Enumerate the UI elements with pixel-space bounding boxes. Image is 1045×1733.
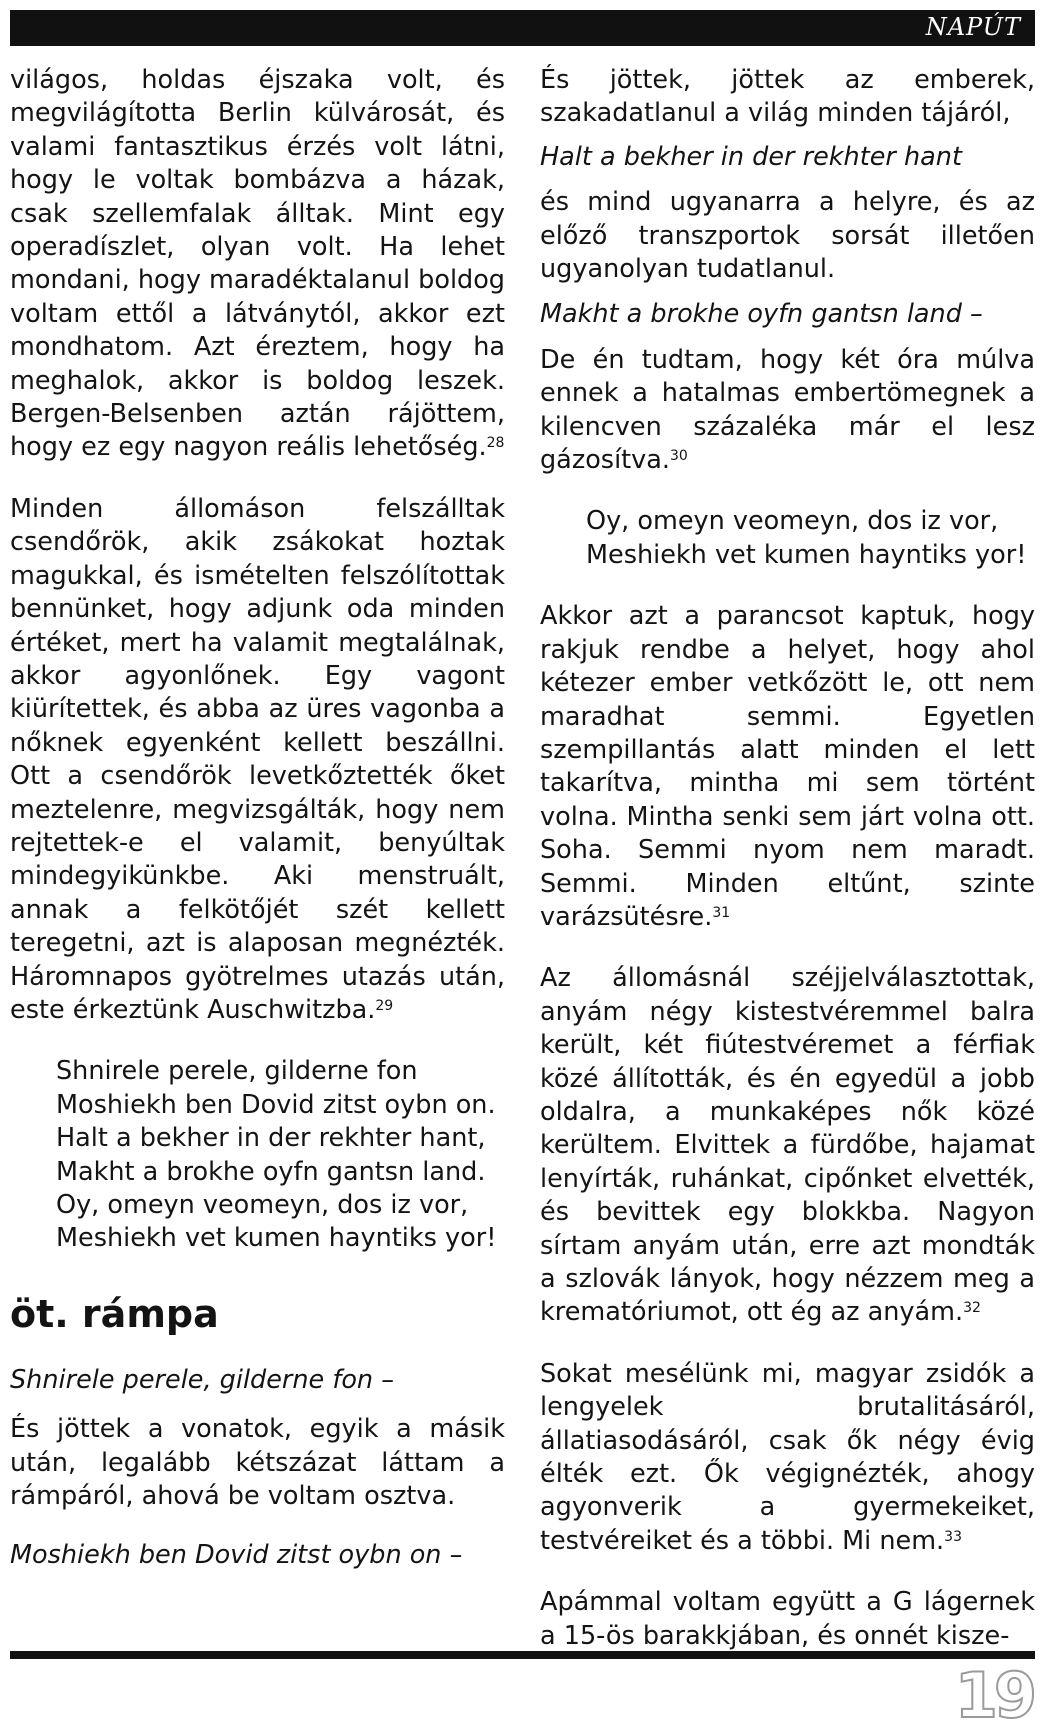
poem-line: Makht a brokhe oyfn gantsn land. — [56, 1156, 486, 1187]
paragraph — [540, 600, 1035, 934]
section-heading: öt. rámpa — [10, 1291, 219, 1336]
poem-line: Shnirele perele, gilderne fon — [56, 1056, 418, 1087]
page-number: 19 — [954, 1659, 1033, 1732]
paragraph — [540, 1358, 1035, 1558]
paragraph-text: De én tudtam, hogy két óra múlva ennek a hatalmas embertömegnek a kilencven százaléka már el lesz gázosítva. — [540, 344, 1035, 476]
footnote-ref: 28 — [486, 435, 505, 452]
footer-bar — [10, 1651, 1035, 1659]
footnote-ref: 32 — [963, 1300, 981, 1317]
poem-line: Moshiekh ben Dovid zitst oybn on. — [56, 1089, 496, 1120]
paragraph: Apámmal voltam együtt a G lágernek a 15-ös barakkjában, és onnét kisze- — [540, 1587, 1035, 1651]
italic-quote: Moshiekh ben Dovid zitst oybn on – — [10, 1540, 463, 1571]
poem-line: Halt a bekher in der rekhter hant, — [56, 1123, 486, 1154]
poem-line: Oy, omeyn veomeyn, dos iz vor, — [586, 506, 999, 537]
paragraph — [540, 962, 1035, 1329]
poem-line: Meshiekh vet kumen hayntiks yor! — [586, 539, 1027, 570]
italic-quote: Shnirele perele, gilderne fon – — [10, 1364, 394, 1395]
paragraph — [540, 344, 1035, 478]
poem-line: Oy, omeyn veomeyn, dos iz vor, — [56, 1190, 469, 1220]
poem-block — [10, 1055, 505, 1255]
footnote-ref: 30 — [670, 448, 688, 465]
paragraph-text: Az állomásnál széjjelválasztottak, anyám négy kistestvéremmel balra került, két fiútestvéremet a férfiak közé állították, és én egyedül a jobb oldalra, a munkaképes nők közé kerültem. Elvittek a fürdőbe, hajamat lenyírták, ruhánkat, cipőnket elvették, és bevittek egy blokkba. Nagyon sírtam anyám után, erre azt mondták a szlovák lányok, hogy nézzem meg a krematóriumot, ott ég az anyám. — [540, 963, 1035, 1328]
header-bar — [10, 10, 1035, 46]
paragraph-text: Minden állomáson felszálltak csendőrök, akik zsákokat hoztak magukkal, és ismételten felszólítottak bennünket, hogy adjunk oda minden értéket, mert ha valamit megtalálnak, akkor agyonlőnek. Egy vagont kiürítettek, és abba az üres vagonba a nőknek egyenként kellett beszállni. Ott a csendőrök levetkőztették őket meztelenre, megvizsgálták, hogy nem rejtettek-e el valamit, benyúltak mindegyikünkbe. Aki menstruált, annak a felkötőjét szét kellett teregetni, azt is alaposan megnézték. Háromnapos gyötrelmes utazás után, este érkeztünk Auschwitzba. — [10, 493, 505, 1025]
poem-block — [540, 505, 1035, 572]
paragraph-text: Sokat mesélünk mi, magyar zsidók a lengyelek brutalitásáról, állatiasodásáról, csak ők négy évig élték ezt. Ők végignézték, ahogy agyonverik a gyermekeiket, testvéreiket és a többi. Mi nem. — [540, 1358, 1035, 1556]
italic-quote: Makht a brokhe oyfn gantsn land – — [540, 299, 983, 330]
paragraph-text: Akkor azt a parancsot kaptuk, hogy rakjuk rendbe a helyet, hogy ahol kétezer ember vetkőzött le, ott nem maradhat semmi. Egyetlen szempillantás alatt minden el lett takarítva, mintha mi sem történt volna. Mintha senki sem járt volna ott. Soha. Semmi nyom nem maradt. Semmi. Minden eltűnt, szinte varázsütésre. — [540, 601, 1035, 932]
paragraph — [10, 493, 505, 1028]
footnote-ref: 31 — [712, 904, 731, 921]
footnote-ref: 33 — [944, 1528, 962, 1545]
magazine-logo: NAPÚT — [925, 13, 1021, 41]
paragraph: És jöttek a vonatok, egyik a másik után, legalább kétszázat láttam a rámpáról, ahová be voltam osztva. — [10, 1414, 505, 1512]
paragraph: És jöttek, jöttek az emberek, szakadatlanul a világ minden tájáról, — [540, 65, 1035, 129]
paragraph: és mind ugyanarra a helyre, és az előző transzportok sorsát illetően ugyanolyan tudatlanul. — [540, 187, 1035, 285]
italic-quote: Halt a bekher in der rekhter hant — [540, 141, 962, 172]
footnote-ref: 29 — [375, 997, 394, 1014]
paragraph — [10, 64, 505, 465]
left-column — [10, 64, 505, 1573]
poem-line: Meshiekh vet kumen hayntiks yor! — [56, 1223, 497, 1254]
right-column — [540, 64, 1035, 1653]
paragraph-text: világos, holdas éjszaka volt, és megvilágította Berlin külvárosát, és valami fantasztikus érzés volt látni, hogy le voltak bombázva a házak, csak szellemfalak álltak. Mint egy operadíszlet, olyan volt. Ha lehet mondani, hogy maradéktalanul boldog voltam ettől a látványtól, akkor ezt mondhatom. Azt éreztem, hogy ha meghalok, akkor is boldog leszek. Bergen-Belsenben aztán rájöttem, hogy ez egy nagyon reális lehetőség. — [10, 65, 505, 463]
